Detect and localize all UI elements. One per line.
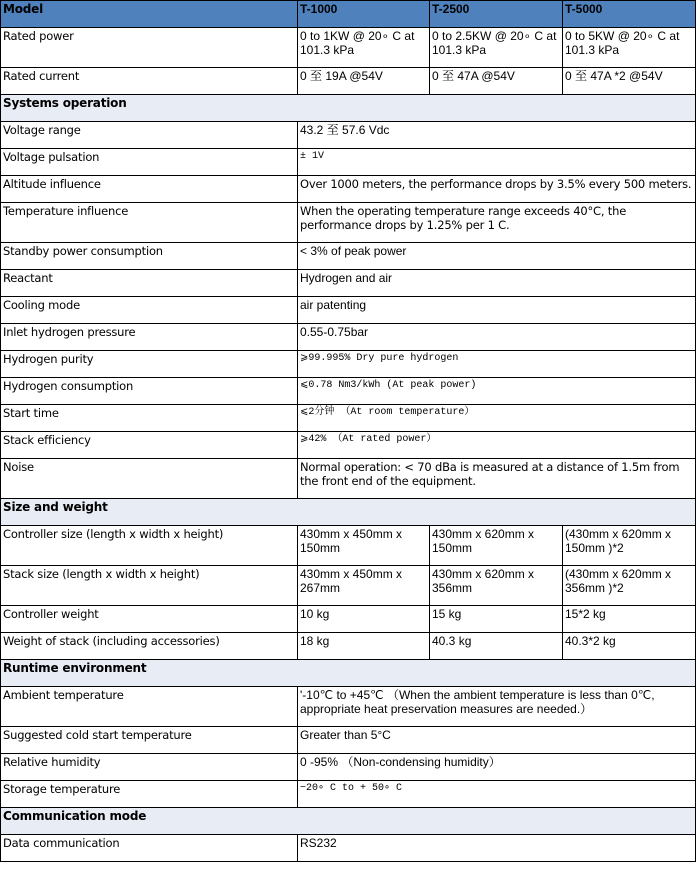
row-label: Weight of stack (including accessories) bbox=[1, 633, 298, 660]
table-row bbox=[1, 122, 696, 149]
section-row bbox=[1, 808, 696, 835]
table-row bbox=[1, 68, 696, 95]
row-label: Start time bbox=[1, 405, 298, 432]
row-label: Temperature influence bbox=[1, 203, 298, 243]
cell-value: RS232 bbox=[298, 835, 696, 862]
section-title-communication-mode: Communication mode bbox=[1, 808, 696, 835]
row-label: Noise bbox=[1, 459, 298, 499]
section-title-systems-operation: Systems operation bbox=[1, 95, 696, 122]
table-row bbox=[1, 203, 696, 243]
header-model-label: Model bbox=[1, 1, 298, 28]
cell-value: When the operating temperature range exceeds 40°C, the performance drops by 1.25% per 1 C. bbox=[298, 203, 696, 243]
cell-value: < 3% of peak power bbox=[298, 243, 696, 270]
row-label: Controller weight bbox=[1, 606, 298, 633]
row-label: Stack efficiency bbox=[1, 432, 298, 459]
cell-value: 18 kg bbox=[298, 633, 430, 660]
row-label: Suggested cold start temperature bbox=[1, 727, 298, 754]
cell-value: 430mm x 620mm x 150mm bbox=[430, 526, 563, 566]
table-row bbox=[1, 459, 696, 499]
cell-value: ⩾42% （At rated power） bbox=[298, 432, 696, 459]
cell-value: 43.2 至 57.6 Vdc bbox=[298, 122, 696, 149]
row-label: Controller size (length x width x height) bbox=[1, 526, 298, 566]
table-row bbox=[1, 754, 696, 781]
cell-value: 15 kg bbox=[430, 606, 563, 633]
row-label: Storage temperature bbox=[1, 781, 298, 808]
cell-value: ⩽2分钟 （At room temperature） bbox=[298, 405, 696, 432]
cell-value: air patenting bbox=[298, 297, 696, 324]
cell-value: 0 -95% （Non-condensing humidity） bbox=[298, 754, 696, 781]
cell-value: ⩽0.78 Nm3/kWh (At peak power) bbox=[298, 378, 696, 405]
table-row bbox=[1, 526, 696, 566]
cell-value: 0.55-0.75bar bbox=[298, 324, 696, 351]
table-row bbox=[1, 297, 696, 324]
row-label: Data communication bbox=[1, 835, 298, 862]
row-label: Voltage pulsation bbox=[1, 149, 298, 176]
cell-value: Normal operation: < 70 dBa is measured at a distance of 1.5m from the front end of the equipment. bbox=[298, 459, 696, 499]
section-title-runtime-environment: Runtime environment bbox=[1, 660, 696, 687]
table-row bbox=[1, 835, 696, 862]
cell-value: ± 1V bbox=[298, 149, 696, 176]
row-label: Inlet hydrogen pressure bbox=[1, 324, 298, 351]
row-label: Stack size (length x width x height) bbox=[1, 566, 298, 606]
cell-value: 40.3*2 kg bbox=[563, 633, 696, 660]
row-label: Cooling mode bbox=[1, 297, 298, 324]
cell-value: 0 至 47A @54V bbox=[430, 68, 563, 95]
cell-value: Greater than 5°C bbox=[298, 727, 696, 754]
cell-value: 0 to 2.5KW @ 20∘ C at 101.3 kPa bbox=[430, 28, 563, 68]
cell-value: Over 1000 meters, the performance drops by 3.5% every 500 meters. bbox=[298, 176, 696, 203]
table-row bbox=[1, 727, 696, 754]
table-row bbox=[1, 566, 696, 606]
table-row bbox=[1, 687, 696, 727]
cell-value: (430mm x 620mm x 356mm )*2 bbox=[563, 566, 696, 606]
cell-value: 0 至 47A *2 @54V bbox=[563, 68, 696, 95]
table-row bbox=[1, 378, 696, 405]
table-row bbox=[1, 606, 696, 633]
cell-value: 430mm x 450mm x 267mm bbox=[298, 566, 430, 606]
table-row bbox=[1, 270, 696, 297]
cell-value: (430mm x 620mm x 150mm )*2 bbox=[563, 526, 696, 566]
cell-value: 15*2 kg bbox=[563, 606, 696, 633]
cell-value: 0 to 5KW @ 20∘ C at 101.3 kPa bbox=[563, 28, 696, 68]
header-model-t5000: T-5000 bbox=[563, 1, 696, 28]
table-row bbox=[1, 351, 696, 378]
section-title-size-and-weight: Size and weight bbox=[1, 499, 696, 526]
cell-value: −20∘ C to + 50∘ C bbox=[298, 781, 696, 808]
section-row bbox=[1, 95, 696, 122]
table-row bbox=[1, 28, 696, 68]
row-label: Relative humidity bbox=[1, 754, 298, 781]
row-label: Altitude influence bbox=[1, 176, 298, 203]
table-row bbox=[1, 781, 696, 808]
table-row bbox=[1, 405, 696, 432]
row-label: Rated current bbox=[1, 68, 298, 95]
cell-value: '-10℃ to +45℃ （When the ambient temperature is less than 0℃, appropriate heat preservation measures are needed.） bbox=[298, 687, 696, 727]
row-label: Rated power bbox=[1, 28, 298, 68]
cell-value: ⩾99.995% Dry pure hydrogen bbox=[298, 351, 696, 378]
table-row bbox=[1, 432, 696, 459]
cell-value: 430mm x 450mm x 150mm bbox=[298, 526, 430, 566]
cell-value: 0 至 19A @54V bbox=[298, 68, 430, 95]
cell-value: 40.3 kg bbox=[430, 633, 563, 660]
row-label: Ambient temperature bbox=[1, 687, 298, 727]
table-row bbox=[1, 176, 696, 203]
table-row bbox=[1, 324, 696, 351]
header-row bbox=[1, 1, 696, 28]
cell-value: 0 to 1KW @ 20∘ C at 101.3 kPa bbox=[298, 28, 430, 68]
section-row bbox=[1, 660, 696, 687]
row-label: Hydrogen consumption bbox=[1, 378, 298, 405]
row-label: Hydrogen purity bbox=[1, 351, 298, 378]
table-row bbox=[1, 243, 696, 270]
cell-value: 430mm x 620mm x 356mm bbox=[430, 566, 563, 606]
cell-value: 10 kg bbox=[298, 606, 430, 633]
table-row bbox=[1, 149, 696, 176]
row-label: Voltage range bbox=[1, 122, 298, 149]
header-model-t1000: T-1000 bbox=[298, 1, 430, 28]
row-label: Reactant bbox=[1, 270, 298, 297]
table-row bbox=[1, 633, 696, 660]
cell-value: Hydrogen and air bbox=[298, 270, 696, 297]
section-row bbox=[1, 499, 696, 526]
header-model-t2500: T-2500 bbox=[430, 1, 563, 28]
row-label: Standby power consumption bbox=[1, 243, 298, 270]
